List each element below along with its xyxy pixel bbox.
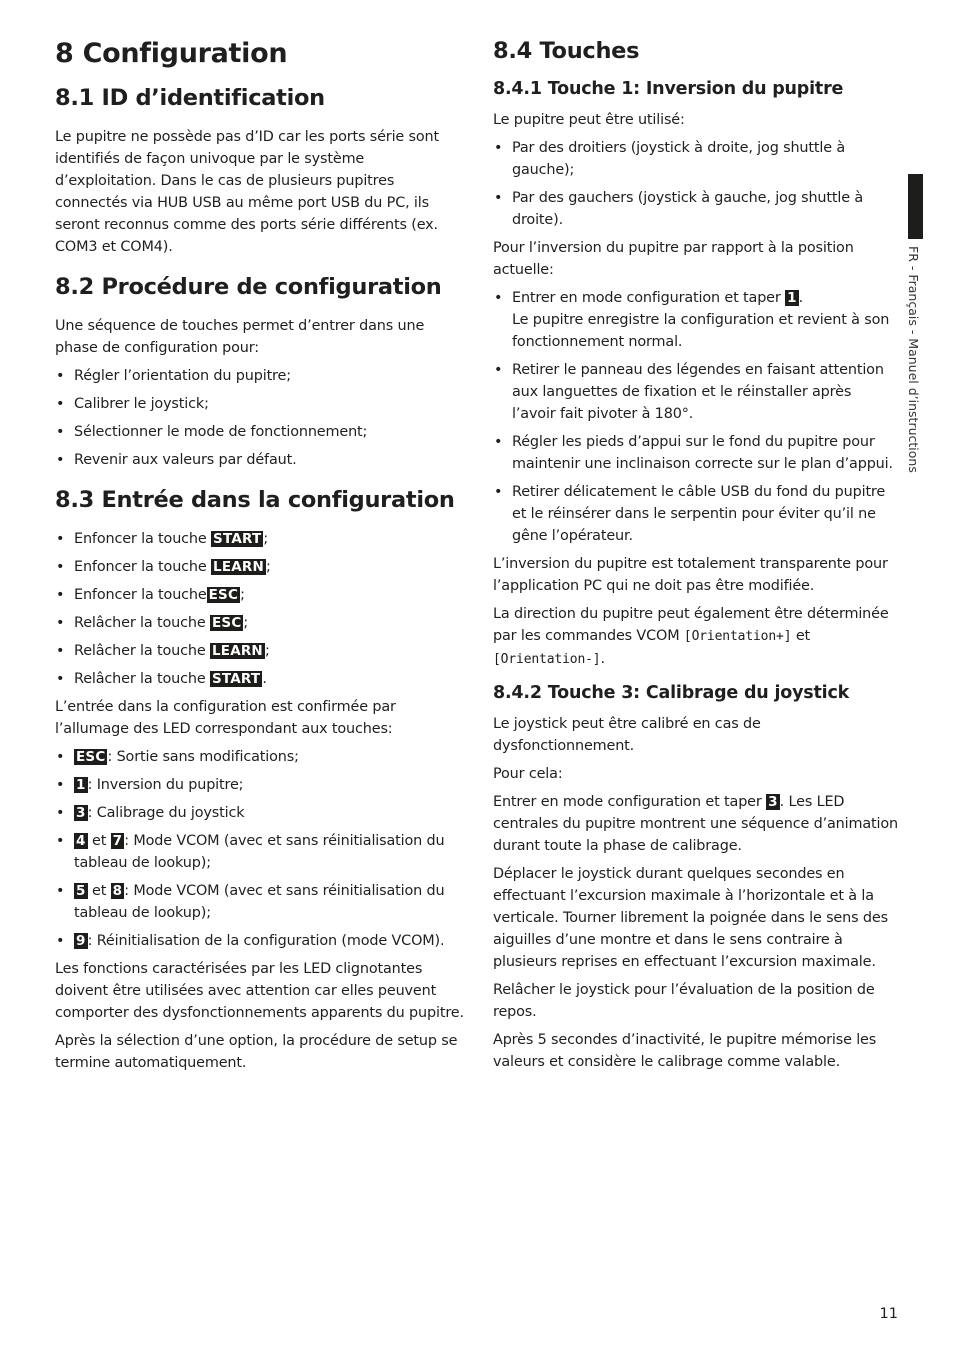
list-item: • Sélectionner le mode de fonctionnement; [55, 421, 465, 443]
calibration-p5: Relâcher le joystick pour l’évaluation de la position de repos. [493, 982, 875, 1020]
right-column [493, 38, 898, 1079]
inversion-steps [493, 287, 898, 547]
led-option [55, 880, 465, 924]
list-item: • Calibrer le joystick; [55, 393, 465, 415]
led-option [55, 746, 465, 768]
step-text: Enfoncer la touche [74, 559, 212, 575]
list-item: • Par des gauchers (joystick à gauche, jog shuttle à droite). [493, 187, 898, 231]
vcom-command-orientation-minus: [Orientation-] [493, 652, 601, 667]
calibration-p1: Le joystick peut être calibré en cas de dysfonctionnement. [493, 716, 761, 754]
step-punct: ; [266, 559, 271, 575]
key-label-learn: LEARN [211, 643, 263, 659]
step-item [55, 612, 465, 634]
led-option [55, 802, 465, 824]
list-item [493, 287, 898, 353]
key-label-1: 1 [76, 777, 86, 793]
section-8-2-title: 8.2 Procédure de configuration [55, 274, 442, 300]
key-label-learn: LEARN [213, 559, 264, 575]
step-text: Relâcher la touche [74, 615, 210, 631]
calibration-p2: Pour cela: [493, 766, 563, 782]
led-option-joiner: et [87, 883, 111, 899]
key-label-esc: ESC [208, 587, 239, 603]
section-8-4-1-title: 8.4.1 Touche 1: Inversion du pupitre [493, 79, 844, 99]
led-option-text: : Sortie sans modifications; [107, 749, 299, 765]
step-punct: ; [263, 531, 269, 547]
language-tab-marker [908, 174, 923, 239]
key-label-8: 8 [112, 883, 123, 899]
step-text: Relâcher la touche [74, 671, 210, 687]
key-label-4: 4 [76, 833, 86, 849]
step-item [55, 668, 465, 690]
list-item: • Revenir aux valeurs par défaut. [55, 449, 465, 471]
led-option-text: : Inversion du pupitre; [87, 777, 244, 793]
key-label-5: 5 [76, 883, 86, 899]
list-item: • Retirer délicatement le câble USB du fond du pupitre et le réinsérer dans le serpentin pour éviter qu’il ne gêne l’opérateur. [493, 481, 898, 547]
vcom-joiner: et [791, 628, 811, 644]
key-label-1: 1 [787, 290, 797, 306]
step-text: Enfoncer la touche [74, 587, 207, 603]
calibration-p4: Déplacer le joystick durant quelques secondes en effectuant l’excursion maximale à l’horizontale et à la verticale. Tourner librement la poignée dans le sens des aiguilles d’une montre et dans le sens contraire à plusieurs reprises en effectuant l’excursion maximale. [493, 866, 888, 970]
usage-list [493, 137, 898, 231]
vcom-direction-lead: La direction du pupitre peut également être déterminée par les commandes VCOM [493, 606, 889, 644]
language-side-label [908, 246, 923, 486]
side-label-text: FR - Français - Manuel d’instructions [906, 246, 921, 473]
list-item: • Régler les pieds d’appui sur le fond du pupitre pour maintenir une inclinaison correcte sur le plan d’appui. [493, 431, 898, 475]
step-punct: ; [240, 587, 245, 603]
section-8-1-title: 8.1 ID d’identification [55, 85, 325, 111]
led-option [55, 774, 465, 796]
vcom-direction-text [493, 603, 898, 671]
led-options-list [55, 746, 465, 952]
key-label-start: START [213, 531, 262, 547]
step-item [55, 528, 465, 550]
key-label-esc: ESC [76, 749, 106, 765]
vcom-command-orientation-plus: [Orientation+] [683, 629, 792, 644]
step-detail: Le pupitre enregistre la configuration et revient à son fonctionnement normal. [512, 312, 890, 350]
step-punct: . [262, 671, 267, 687]
led-option-text: : Mode VCOM (avec et sans réinitialisation du tableau de lookup); [74, 883, 445, 921]
chapter-title: 8 Configuration [55, 38, 288, 69]
led-option [55, 930, 465, 952]
list-item: • Régler l’orientation du pupitre; [55, 365, 465, 387]
config-entry-steps [55, 528, 465, 690]
step-text: Entrer en mode configuration et taper [512, 290, 786, 306]
led-option-text: : Mode VCOM (avec et sans réinitialisation du tableau de lookup); [74, 833, 445, 871]
led-option [55, 830, 465, 874]
section-8-2-intro: Une séquence de touches permet d’entrer dans une phase de configuration pour: [55, 318, 425, 356]
section-8-1-body: Le pupitre ne possède pas d’ID car les ports série sont identifiés de façon univoque par le système d’exploitation. Dans le cas de plusieurs pupitres connectés via HUB USB au même port USB du PC, ils seront reconnus comme des ports série différents (ex. COM3 et COM4). [55, 129, 440, 255]
inversion-intro: Pour l’inversion du pupitre par rapport à la position actuelle: [493, 240, 854, 278]
step-item [55, 584, 465, 606]
step-text: Enfoncer la touche [74, 531, 212, 547]
calibration-p3-lead: Entrer en mode configuration et taper [493, 794, 767, 810]
step-text: Relâcher la touche [74, 643, 210, 659]
step-punct: . [798, 290, 804, 306]
config-purpose-list [55, 365, 465, 471]
led-confirm-text: L’entrée dans la configuration est confirmée par l’allumage des LED correspondant aux touches: [55, 699, 396, 737]
key-label-9: 9 [76, 933, 86, 949]
step-item [55, 556, 465, 578]
led-option-text: : Calibrage du joystick [87, 805, 245, 821]
step-item [55, 640, 465, 662]
key-label-3: 3 [768, 794, 778, 810]
led-option-joiner: et [87, 833, 111, 849]
key-label-7: 7 [112, 833, 123, 849]
step-punct: ; [243, 615, 249, 631]
page-number: 11 [879, 1306, 898, 1322]
transparency-text: L’inversion du pupitre est totalement transparente pour l’application PC qui ne doit pas être modifiée. [493, 556, 888, 594]
usage-intro: Le pupitre peut être utilisé: [493, 112, 685, 128]
led-option-text: : Réinitialisation de la configuration (mode VCOM). [87, 933, 445, 949]
calibration-p3-rest: . Les LED centrales du pupitre montrent une séquence d’animation durant toute la phase de calibrage. [493, 794, 898, 854]
key-label-esc: ESC [211, 615, 242, 631]
section-8-4-title: 8.4 Touches [493, 38, 640, 64]
key-label-3: 3 [76, 805, 86, 821]
left-column [55, 38, 465, 1080]
led-warning-text: Les fonctions caractérisées par les LED clignotantes doivent être utilisées avec attention car elles peuvent comporter des dysfonctionnements apparents du pupitre. [55, 961, 464, 1021]
calibration-p3 [493, 791, 898, 857]
list-item: • Par des droitiers (joystick à droite, jog shuttle à gauche); [493, 137, 898, 181]
vcom-end: . [600, 651, 605, 667]
section-8-3-title: 8.3 Entrée dans la configuration [55, 487, 455, 513]
section-8-4-2-title: 8.4.2 Touche 3: Calibrage du joystick [493, 683, 850, 703]
list-item: • Retirer le panneau des légendes en faisant attention aux languettes de fixation et le réinstaller après l’avoir fait pivoter à 180°. [493, 359, 898, 425]
setup-end-text: Après la sélection d’une option, la procédure de setup se termine automatiquement. [55, 1033, 458, 1071]
step-punct: ; [264, 643, 270, 659]
calibration-p6: Après 5 secondes d’inactivité, le pupitre mémorise les valeurs et considère le calibrage comme valable. [493, 1032, 877, 1070]
key-label-start: START [211, 671, 261, 687]
